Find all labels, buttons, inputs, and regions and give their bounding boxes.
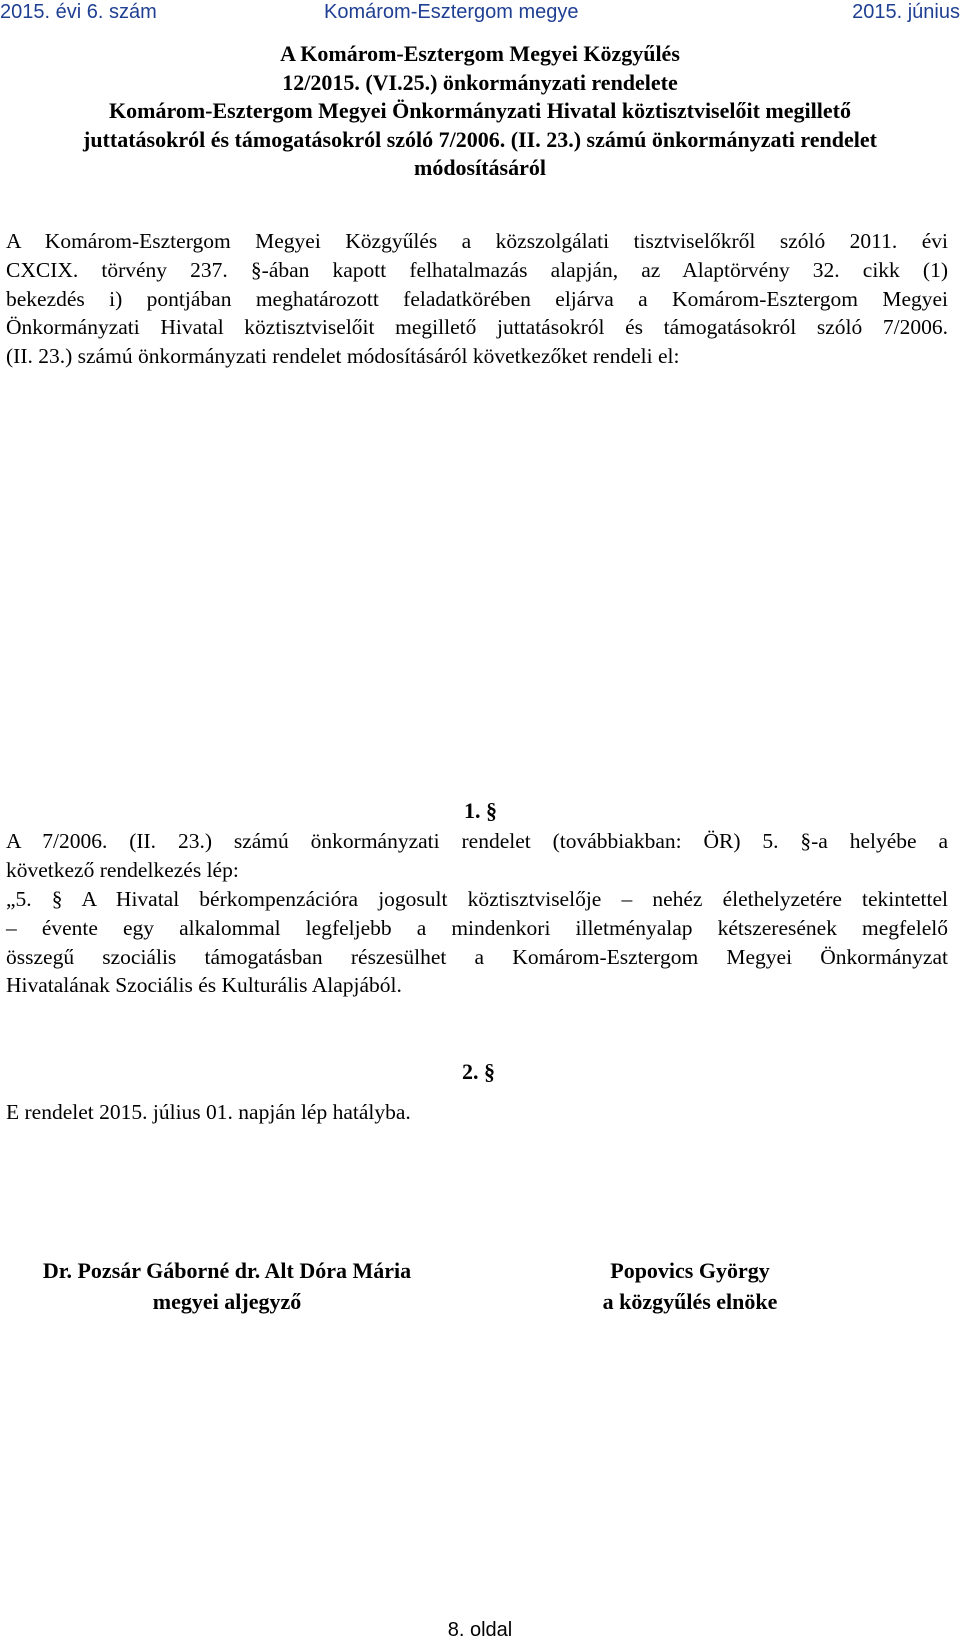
amendment-line: összegű szociális támogatásban részesülhet a Komárom-Esztergom Megyei Önkormányzat (6, 944, 948, 969)
preamble-line: (II. 23.) számú önkormányzati rendelet módosításáról következőket rendeli el: (6, 344, 680, 369)
section-1-heading: 1. § (464, 798, 497, 823)
preamble-line: CXCIX. törvény 237. §-ában kapott felhatalmazás alapján, az Alaptörvény 32. cikk (1) (6, 257, 948, 282)
signature-block-right (560, 1255, 820, 1317)
section-1-amendment-text (6, 885, 948, 1000)
preamble-paragraph (6, 227, 948, 371)
preamble-line: A Komárom-Esztergom Megyei Közgyűlés a közszolgálati tisztviselőkről szóló 2011. évi (6, 229, 948, 253)
issue-number: 2015. évi 6. szám (0, 1, 157, 23)
amendment-line: Hivatalának Szociális és Kulturális Alapjából. (6, 973, 402, 998)
preamble-line: Önkormányzati Hivatal köztisztviselőit megillető juttatásokról és támogatásokról szóló 7/2006. (6, 315, 948, 340)
section-1-intro-line: A 7/2006. (II. 23.) számú önkormányzati rendelet (továbbiakban: ÖR) 5. §-a helyébe a (6, 829, 948, 853)
issue-month: 2015. június (852, 1, 960, 23)
preamble-line: bekezdés i) pontjában meghatározott feladatkörében eljárva a Komárom-Esztergom Megyei (6, 286, 948, 311)
title-line-5: módosításáról (414, 155, 546, 180)
signer-title-left: megyei aljegyző (152, 1289, 302, 1314)
signer-name-left: Dr. Pozsár Gáborné dr. Alt Dóra Mária (42, 1258, 412, 1283)
county-name: Komárom-Esztergom megye (324, 1, 579, 23)
title-line-4: juttatásokról és támogatásokról szóló 7/2006. (II. 23.) számú önkormányzati rendelet (83, 126, 877, 152)
section-1-intro-line: következő rendelkezés lép: (6, 857, 239, 882)
section-1-intro (6, 827, 948, 885)
signer-title-right: a közgyűlés elnöke (602, 1289, 778, 1314)
page-number: 8. oldal (447, 1619, 513, 1641)
page-header (0, 0, 960, 26)
decree-title (0, 40, 960, 183)
amendment-line: – évente egy alkalommal legfeljebb a mindenkori illetményalap kétszeresének megfelelő (6, 915, 948, 940)
title-line-2: 12/2015. (VI.25.) önkormányzati rendelete (282, 69, 678, 95)
amendment-line: „5. § A Hivatal bérkompenzációra jogosult köztisztviselője – nehéz élethelyzetére tekintettel (6, 887, 948, 911)
title-line-1: A Komárom-Esztergom Megyei Közgyűlés (280, 41, 680, 66)
section-2-heading: 2. § (462, 1059, 495, 1084)
effective-date-text: E rendelet 2015. július 01. napján lép hatályba. (6, 1100, 411, 1124)
title-line-3: Komárom-Esztergom Megyei Önkormányzati Hivatal köztisztviselőit megillető (109, 98, 851, 123)
signer-name-right: Popovics György (610, 1258, 770, 1283)
signature-block-left (12, 1255, 442, 1317)
